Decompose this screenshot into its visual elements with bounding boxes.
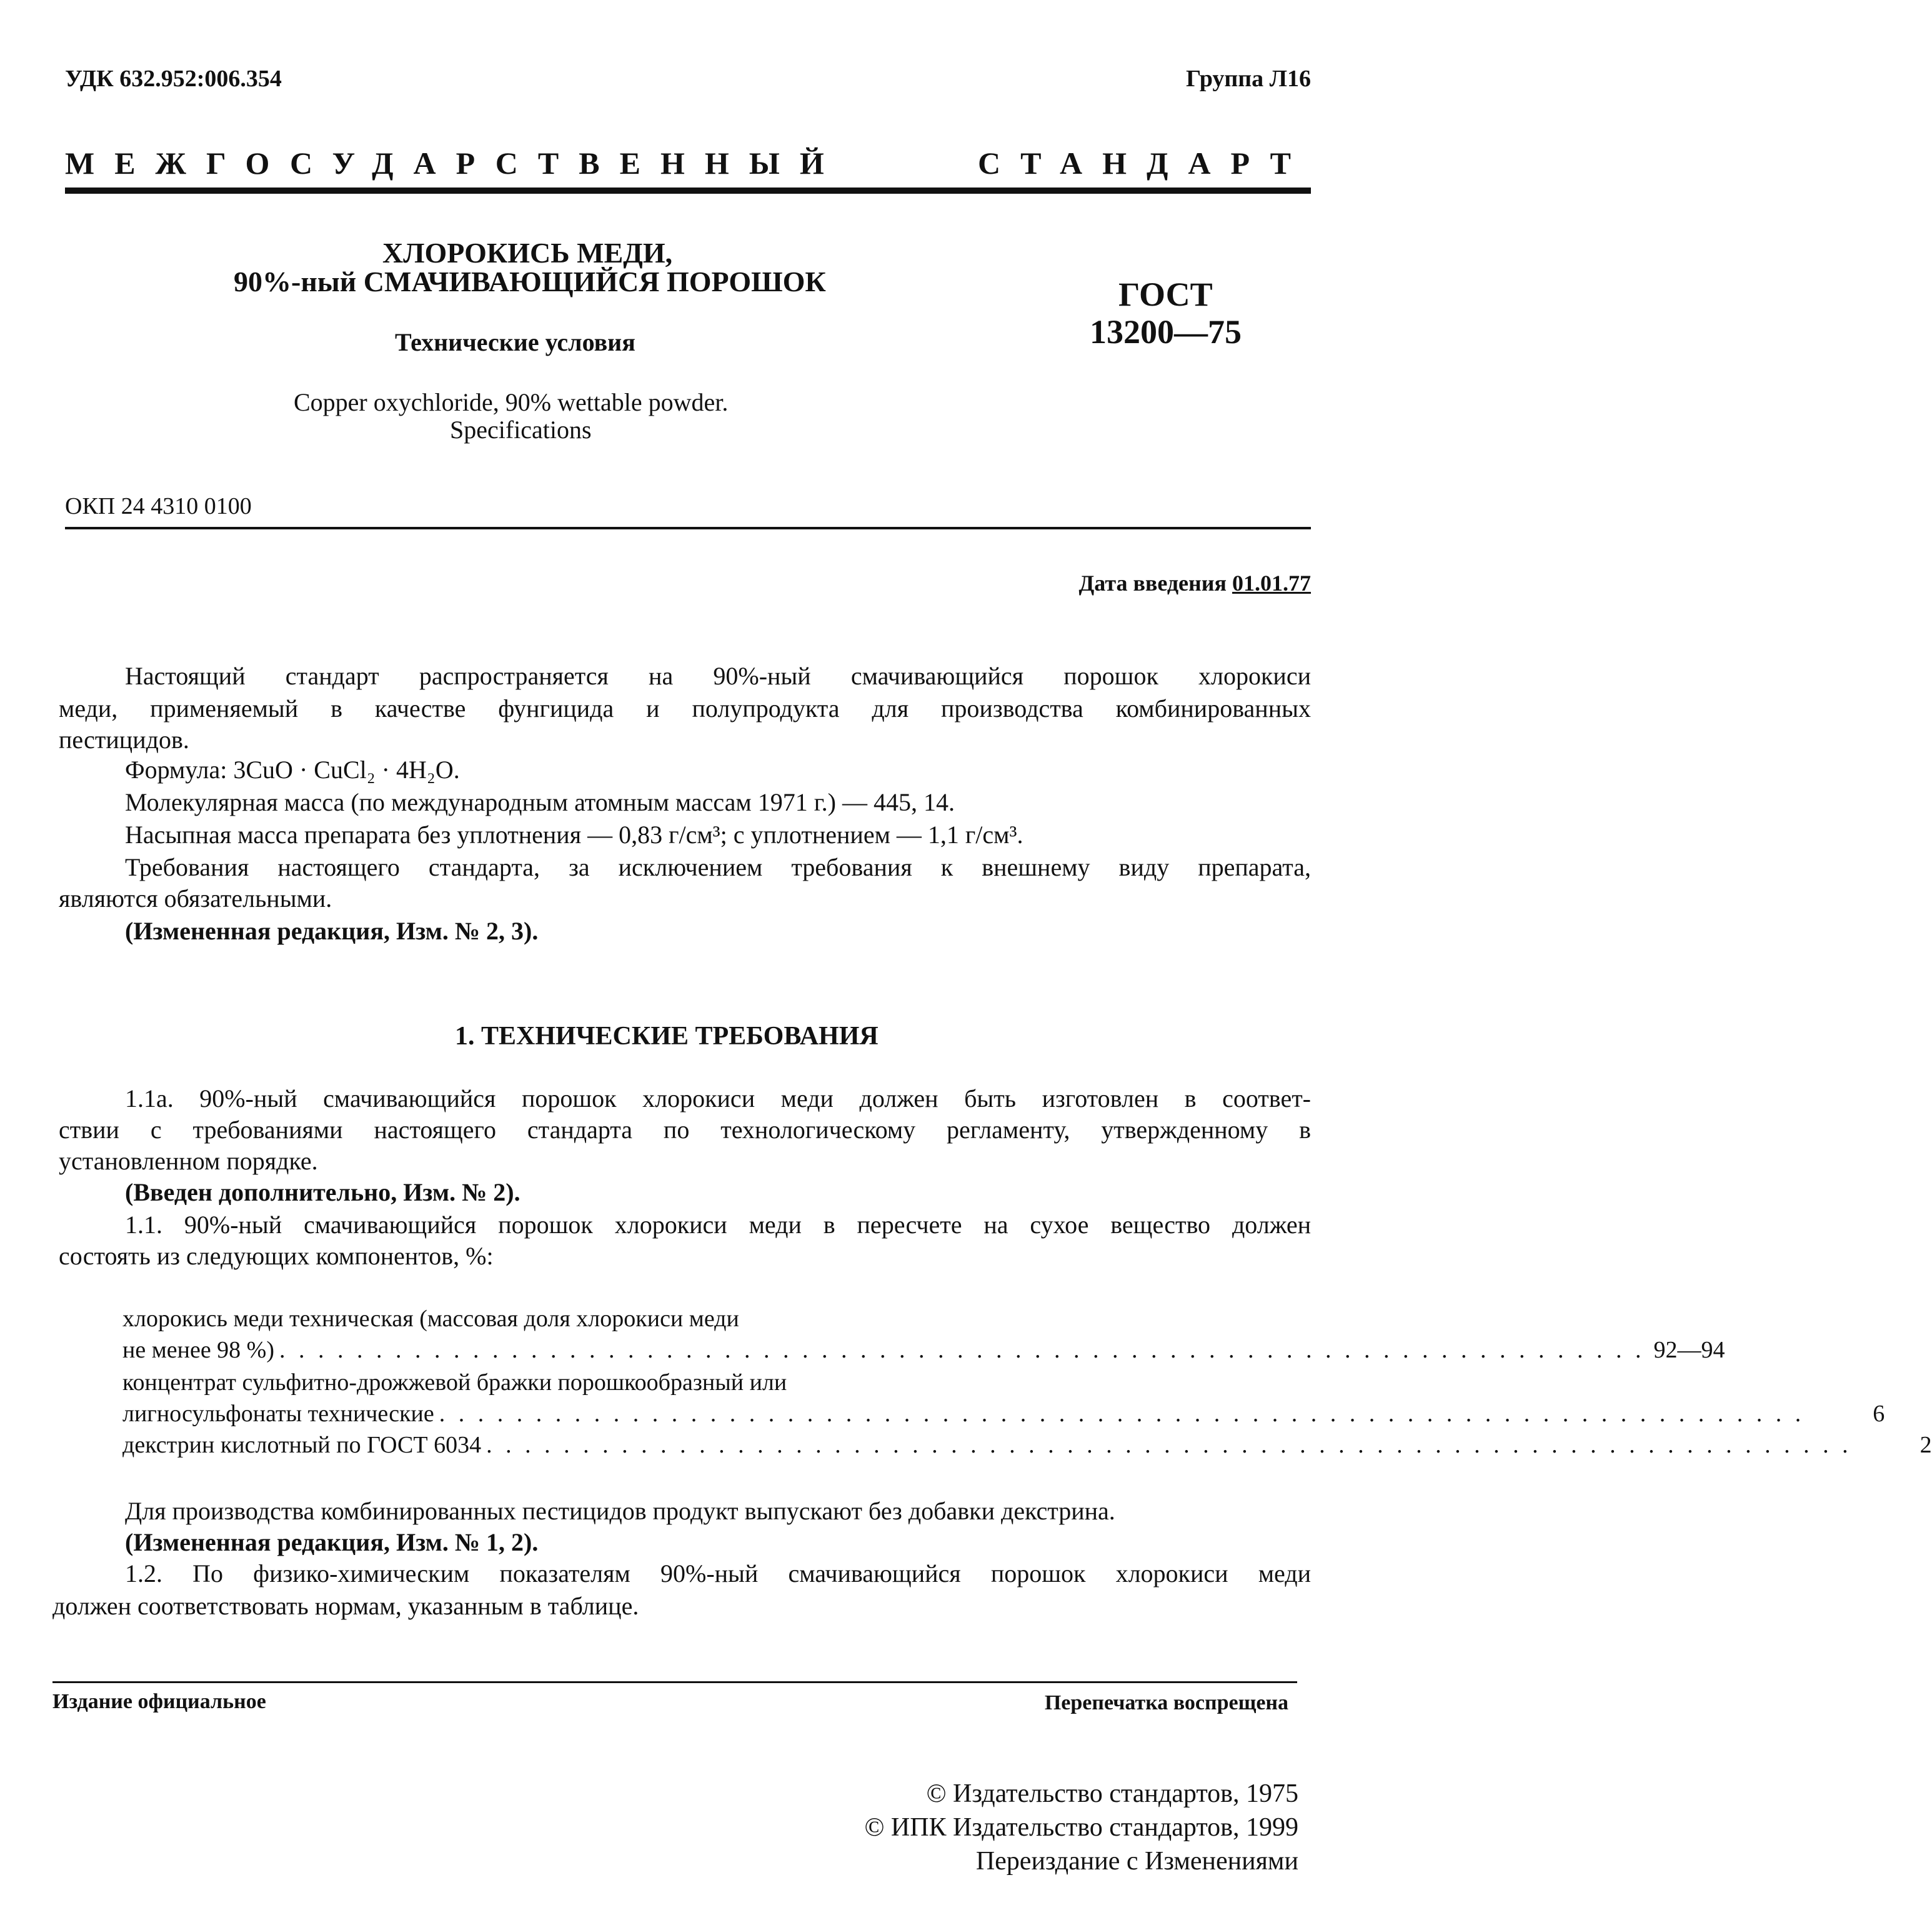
section-heading: 1. ТЕХНИЧЕСКИЕ ТРЕБОВАНИЯ	[455, 1022, 879, 1051]
p12-line2: должен соответствовать нормам, указанным в таблице.	[52, 1592, 639, 1620]
group-code: Группа Л16	[1185, 66, 1311, 92]
component-3-label: декстрин кислотный по ГОСТ 6034	[122, 1432, 482, 1458]
component-2-value: 6	[1873, 1401, 1885, 1427]
header-rule	[65, 188, 1311, 194]
component-2-label: лигносульфонаты технические	[122, 1401, 434, 1427]
leader-dots: . . . . . . . . . . . . . . . . . . . . . . . . . . . . . . . . . . . . . . . . . . . . . . . . . . . . . . . . . . . . . . . . . . . . . . .	[439, 1401, 1805, 1427]
formula: Формула: 3CuO · CuCl₂ · 4H₂O.	[125, 756, 460, 784]
intro-date-value: 01.01.77	[1232, 571, 1311, 596]
okp-code: ОКП 24 4310 0100	[65, 493, 252, 519]
component-1-label: не менее 98 %)	[122, 1337, 274, 1363]
reprint-prohibited: Перепечатка воспрещена	[1044, 1691, 1288, 1714]
standard-type: МЕЖГОСУДАРСТВЕННЫЙ СТАНДАРТ	[65, 146, 1311, 181]
copyright-1999: © ИПК Издательство стандартов, 1999	[864, 1813, 1298, 1842]
p1a-line1: 1.1а. 90%-ный смачивающийся порошок хлорокиси меди должен быть изготовлен в соответ-	[125, 1084, 1311, 1112]
leader-dots: . . . . . . . . . . . . . . . . . . . . . . . . . . . . . . . . . . . . . . . . . . . . . . . . . . . . . . . . . . . . . . . . . . . . . . .	[279, 1337, 1645, 1363]
p1a-line3: установленном порядке.	[59, 1147, 318, 1175]
intro-p1-line3: пестицидов.	[59, 726, 189, 754]
udk-code: УДК 632.952:006.354	[65, 66, 282, 92]
intro-p1-line1: Настоящий стандарт распространяется на 90%-ный смачивающийся порошок хлорокиси	[125, 662, 1311, 690]
okp-rule	[65, 527, 1311, 529]
p1a-amendment: (Введен дополнительно, Изм. № 2).	[125, 1178, 520, 1206]
title-subtitle: Технические условия	[395, 328, 635, 356]
component-2-row	[122, 1400, 1885, 1428]
amendment-2: (Измененная редакция, Изм. № 1, 2).	[125, 1528, 539, 1556]
p12-line1: 1.2. По физико-химическим показателям 90%-ный смачивающийся порошок хлорокиси меди	[125, 1559, 1311, 1588]
title-line-2: 90%-ный СМАЧИВАЮЩИЙСЯ ПОРОШОК	[234, 266, 826, 298]
bulk-mass: Насыпная масса препарата без уплотнения — 0,83 г/см³; с уплотнением — 1,1 г/см³.	[125, 821, 1023, 849]
component-2-line1: концентрат сульфитно-дрожжевой бражки порошкообразный или	[122, 1369, 787, 1396]
title-english-1: Copper oxychloride, 90% wettable powder.	[294, 388, 729, 416]
component-1-line1: хлорокись меди техническая (массовая доля хлорокиси меди	[122, 1306, 739, 1332]
gost-number: 13200—75	[1090, 313, 1242, 351]
intro-date-label: Дата введения	[1078, 571, 1227, 596]
component-3-row	[122, 1431, 1932, 1459]
molecular-mass: Молекулярная масса (по международным атомным массам 1971 г.) — 445, 14.	[125, 788, 955, 816]
component-1-value: 92—94	[1653, 1337, 1725, 1363]
footer-rule	[52, 1681, 1297, 1683]
no-dextrin-note: Для производства комбинированных пестицидов продукт выпускают без добавки декстрина.	[125, 1497, 1115, 1525]
title-english-2: Specifications	[450, 416, 592, 444]
intro-date	[1079, 570, 1312, 596]
requirements-line2: являются обязательными.	[59, 884, 332, 912]
official-edition: Издание официальное	[52, 1690, 266, 1713]
reissue-note: Переиздание с Изменениями	[975, 1847, 1298, 1876]
p11-line1: 1.1. 90%-ный смачивающийся порошок хлорокиси меди в пересчете на сухое вещество должен	[125, 1211, 1311, 1239]
p1a-line2: ствии с требованиями настоящего стандарта по технологическому регламенту, утвержденному в	[59, 1116, 1311, 1144]
intro-p1-line2: меди, применяемый в качестве фунгицида и полупродукта для производства комбинированных	[59, 694, 1311, 722]
gost-label: ГОСТ	[1118, 276, 1213, 313]
title-line-1: ХЛОРОКИСЬ МЕДИ,	[382, 237, 673, 269]
copyright-1975: © Издательство стандартов, 1975	[926, 1779, 1298, 1808]
component-1-row	[122, 1336, 1725, 1364]
intro-amendment: (Измененная редакция, Изм. № 2, 3).	[125, 917, 539, 945]
leader-dots: . . . . . . . . . . . . . . . . . . . . . . . . . . . . . . . . . . . . . . . . . . . . . . . . . . . . . . . . . . . . . . . . . . . . . . .	[486, 1432, 1852, 1458]
component-3-value: 2	[1920, 1432, 1932, 1458]
requirements-line1: Требования настоящего стандарта, за исключением требования к внешнему виду препарата,	[125, 853, 1311, 881]
p11-line2: состоять из следующих компонентов, %:	[59, 1242, 494, 1270]
